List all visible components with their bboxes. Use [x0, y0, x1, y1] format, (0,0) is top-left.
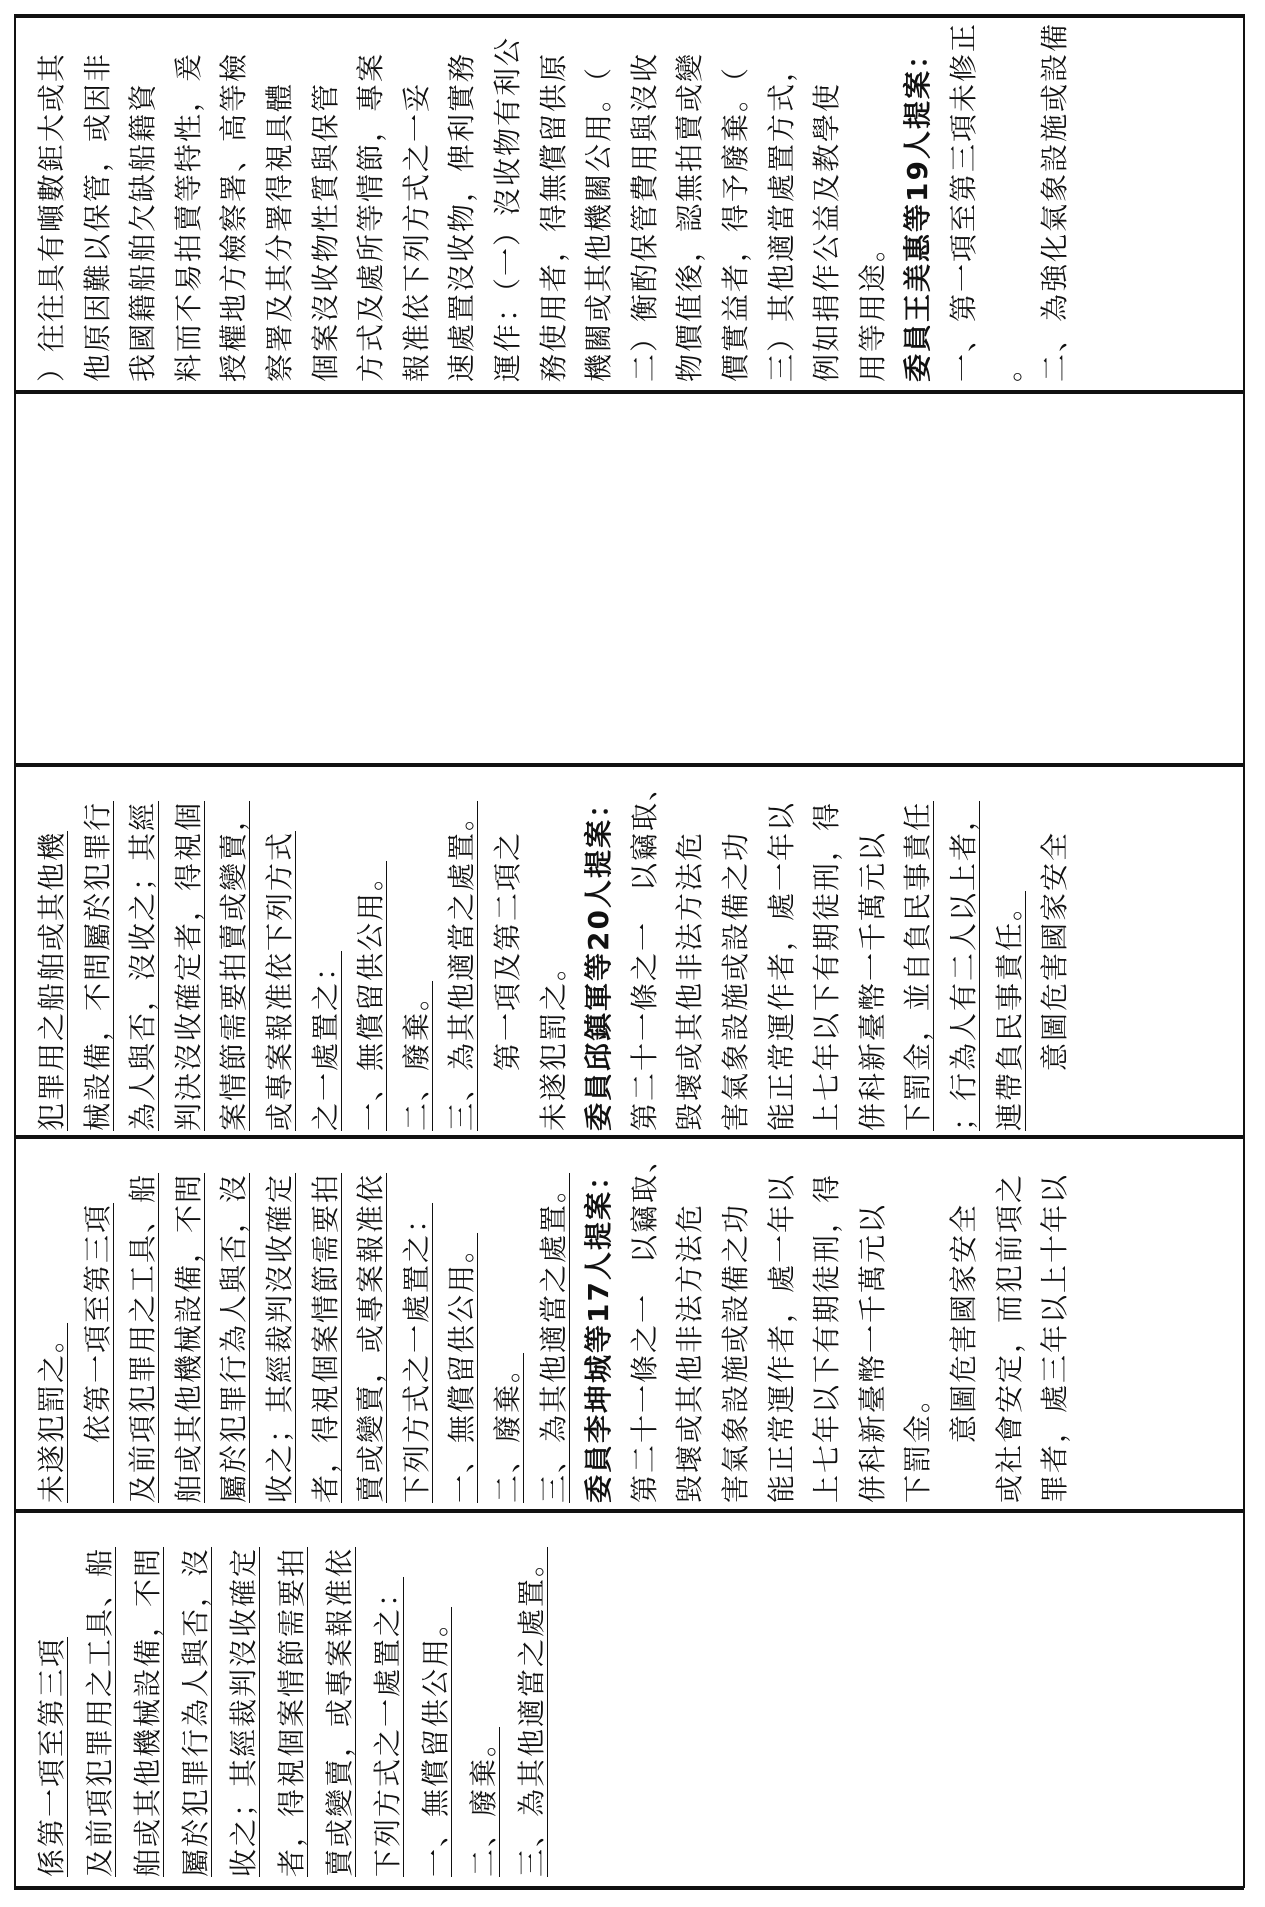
- block-3-line: 械設備，不問屬於犯罪行: [80, 800, 114, 1131]
- block-3-line: 能正常運作者，處一年以: [764, 800, 798, 1131]
- block-4-line: 速處置沒收物，俾利實務: [445, 51, 479, 382]
- block-2-line: 者，得視個案情節需要拍: [308, 1172, 342, 1503]
- block-4-line: 方式及處所等情節，專案: [354, 51, 388, 382]
- block-4-line: ）往往具有噸數鉅大或其: [35, 51, 68, 382]
- block-2-line: 或社會安定，而犯前項之: [992, 1172, 1026, 1503]
- block-3-line: 未遂犯罰之。: [536, 950, 570, 1131]
- block-2-line: 意圖危害國家安全: [947, 1202, 980, 1503]
- block-3-line: ；行為人有二人以上者，: [947, 800, 980, 1131]
- block-1-line: 者，得視個案情節需要拍: [275, 1546, 308, 1877]
- block-3-line: 犯罪用之船舶或其他機: [35, 830, 68, 1131]
- block-1-line: 舶或其他機械設備，不問: [131, 1546, 164, 1877]
- block-4-line: 機關或其他機關公用。（: [582, 65, 616, 382]
- block-2-line: 併科新臺幣一千萬元以: [855, 1202, 889, 1503]
- block-2-line: 一、無償留供公用。: [445, 1232, 479, 1503]
- block-4-line: 價實益者，得予廢棄。（: [719, 65, 752, 382]
- block-4-line: 委員王美惠等19人提案：: [901, 39, 935, 382]
- block-4-line: 用等用途。: [855, 231, 889, 382]
- block-2-line: 委員李坤城等17人提案：: [582, 1160, 616, 1503]
- block-4-line: 。: [992, 351, 1026, 382]
- block-2-line: 罪者，處三年以上十年以: [1038, 1172, 1072, 1503]
- block-3-line: 二、廢棄。: [399, 980, 433, 1131]
- block-1-line: 二、廢棄。: [467, 1726, 500, 1877]
- block-3: [14, 767, 1244, 1135]
- block-2-line: 賣或變賣，或專案報准依: [354, 1172, 388, 1503]
- block-3-line: 委員邱鎮軍等20人提案：: [582, 788, 616, 1131]
- block-1: [14, 1513, 1244, 1885]
- block-4-line: 物價值後，認無拍賣或變: [673, 51, 707, 382]
- block-2-line: 能正常運作者，處一年以: [764, 1172, 798, 1503]
- block-1-line: 下列方式之一處置之：: [371, 1576, 404, 1877]
- block-3-line: 一、無償留供公用。: [354, 860, 388, 1131]
- block-4-line: 運作：（一）沒收物有利公: [491, 35, 524, 382]
- block-2-line: 三、為其他適當之處置。: [536, 1172, 570, 1503]
- block-1-line: 三、為其他適當之處置。: [515, 1546, 548, 1877]
- block-4-line: 個案沒收物性質與保管: [308, 81, 342, 382]
- block-2-line: 第二十一條之一 以竊取、: [627, 1142, 661, 1503]
- block-empty: [14, 394, 1244, 763]
- block-1-line: 屬於犯罪行為人與否，沒: [179, 1546, 212, 1877]
- block-2-line: 毀壞或其他非法方法危: [673, 1202, 707, 1503]
- block-4-line: 授權地方檢察署、高等檢: [217, 51, 251, 382]
- block-4-lines: [14, 18, 1244, 390]
- block-3-line: 判決沒收確定者，得視個: [171, 800, 205, 1131]
- block-3-line: 或專案報准依下列方式: [263, 830, 296, 1131]
- block-3-line: 上七年以下有期徒刑，得: [810, 800, 844, 1131]
- block-4-line: 察署及其分署得視具體: [263, 81, 296, 382]
- block-4-line: 我國籍船舶欠缺船籍資: [126, 81, 160, 382]
- block-2-line: 下罰金。: [901, 1382, 935, 1503]
- block-3-line: 毀壞或其他非法方法危: [673, 830, 707, 1131]
- block-3-line: 三、為其他適當之處置。: [445, 800, 479, 1131]
- block-1-line: 係第一項至第三項: [35, 1636, 68, 1877]
- block-2-line: 及前項犯罪用之工具、船: [126, 1172, 160, 1503]
- block-4-line: 三）其他適當處置方式，: [764, 51, 798, 382]
- block-3-line: 意圖危害國家安全: [1038, 830, 1072, 1131]
- block-4-line: 例如捐作公益及教學使: [810, 81, 844, 382]
- block-1-line: 賣或變賣，或專案報准依: [323, 1546, 356, 1877]
- block-4-line: 他原因難以保管，或因非: [80, 51, 114, 382]
- block-4: [14, 18, 1244, 390]
- block-4-line: 料而不易拍賣等特性，爰: [171, 51, 205, 382]
- block-2-line: 下列方式之一處置之：: [399, 1202, 433, 1503]
- rule-bottom: [14, 1886, 1244, 1890]
- block-1-line: 及前項犯罪用之工具、船: [83, 1546, 116, 1877]
- block-3-line: 連帶負民事責任。: [992, 890, 1026, 1131]
- block-3-line: 害氣象設施或設備之功: [719, 830, 752, 1131]
- block-2-line: 舶或其他機械設備，不問: [171, 1172, 205, 1503]
- block-3-line: 併科新臺幣一千萬元以: [855, 830, 889, 1131]
- block-2-line: 屬於犯罪行為人與否，沒: [217, 1172, 251, 1503]
- block-2-line: 收之；其經裁判沒收確定: [263, 1172, 296, 1503]
- block-3-line: 下罰金，並自負民事責任: [901, 800, 935, 1131]
- block-4-line: 一、第一項至第三項未修正: [947, 21, 980, 382]
- block-3-line: 之一處置之：: [308, 950, 342, 1131]
- block-2-line: 二、廢棄。: [491, 1352, 524, 1503]
- block-1-lines: [14, 1513, 1244, 1885]
- block-2-line: 未遂犯罰之。: [35, 1322, 68, 1503]
- block-4-line: 二、為強化氣象設施或設備: [1038, 21, 1072, 382]
- block-3-line: 為人與否，沒收之；其經: [126, 800, 160, 1131]
- block-3-lines: [14, 767, 1244, 1135]
- block-3-line: 第一項及第二項之: [491, 830, 524, 1131]
- block-1-line: 收之；其經裁判沒收確定: [227, 1546, 260, 1877]
- block-2-line: 依第一項至第三項: [80, 1202, 114, 1503]
- block-4-line: 務使用者，得無償留供原: [536, 51, 570, 382]
- block-4-line: 報准依下列方式之一妥: [399, 81, 433, 382]
- block-3-line: 案情節需要拍賣或變賣，: [217, 800, 251, 1131]
- block-4-line: 二）衡酌保管費用與沒收: [627, 51, 661, 382]
- block-1-line: 一、無償留供公用。: [419, 1606, 452, 1877]
- block-2: [14, 1139, 1244, 1509]
- block-2-lines: [14, 1139, 1244, 1509]
- block-2-line: 害氣象設施或設備之功: [719, 1202, 752, 1503]
- block-2-line: 上七年以下有期徒刑，得: [810, 1172, 844, 1503]
- block-3-line: 第二十一條之一 以竊取、: [627, 770, 661, 1131]
